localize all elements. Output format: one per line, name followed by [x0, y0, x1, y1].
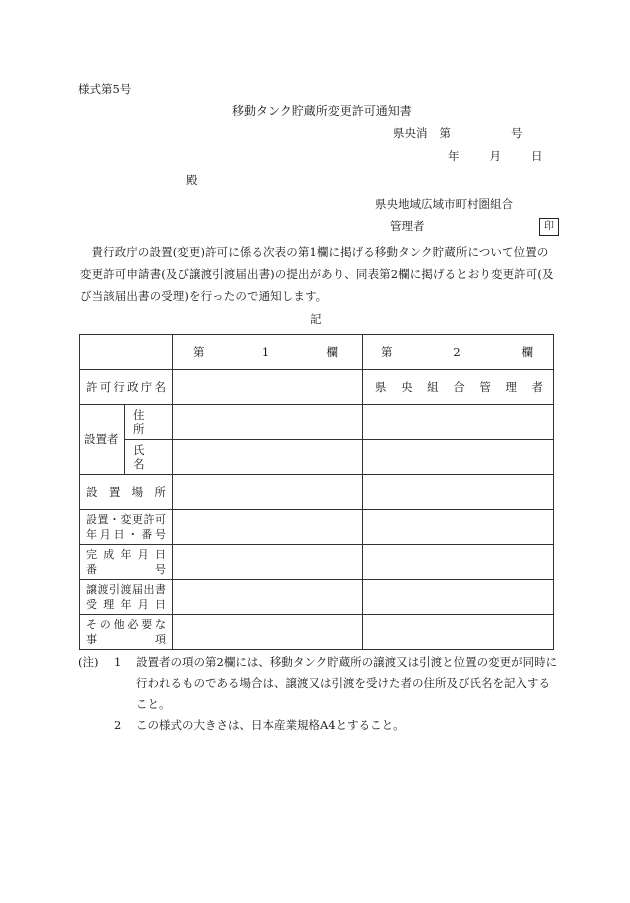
- table-row: [80, 370, 554, 405]
- header-blank-cell: [80, 335, 173, 370]
- other-col1: [173, 615, 363, 650]
- date-month: 月: [489, 149, 501, 163]
- file-number: [393, 126, 523, 140]
- file-number-dai: 第: [439, 126, 451, 140]
- form-number: 様式第5号: [78, 82, 132, 96]
- seal-mark: 印: [539, 218, 559, 236]
- table-row: [80, 440, 554, 475]
- completion-col1: [173, 545, 363, 580]
- note-text: この様式の大きさは、日本産業規格A4とすること。: [136, 718, 405, 732]
- row-label-name: 氏 名: [125, 440, 173, 475]
- table-row: [80, 510, 554, 545]
- permit-col2: [363, 510, 554, 545]
- permit-col1: [173, 510, 363, 545]
- note-item: [78, 715, 558, 736]
- table-row: [80, 580, 554, 615]
- row-label-authority: 許可行政庁名: [80, 370, 173, 405]
- file-number-go: 号: [511, 126, 523, 140]
- row-label-location: 設置場所: [80, 475, 173, 510]
- date-day: 日: [531, 149, 543, 163]
- file-number-prefix: 県央消: [393, 126, 428, 140]
- header-col1: 第 1 欄: [173, 335, 363, 370]
- issue-date: [448, 149, 543, 163]
- notice-body: 貴行政庁の設置(変更)許可に係る次表の第1欄に掲げる移動タンク貯蔵所について位置の変更許可申請書(及び譲渡引渡届出書)の提出があり、同表第2欄に掲げるとおり変更許可(及び当該届出書の受理)を行ったので通知します。: [80, 245, 554, 303]
- authority-col1: [173, 370, 363, 405]
- issuer-organization: 県央地域広域市町村圏組合: [375, 197, 513, 211]
- permit-table: [79, 334, 554, 650]
- note-text: 設置者の項の第2欄には、移動タンク貯蔵所の譲渡又は引渡と位置の変更が同時に行われるものである場合は、譲渡又は引渡を受けた者の住所及び氏名を記入すること。: [136, 655, 558, 711]
- transfer-col2: [363, 580, 554, 615]
- name-col1: [173, 440, 363, 475]
- row-label-transfer: 譲渡引渡届出書 受理年月日: [80, 580, 173, 615]
- name-col2: [363, 440, 554, 475]
- header-col2: 第 2 欄: [363, 335, 554, 370]
- table-row: [80, 545, 554, 580]
- row-label-installer: 設置者: [80, 405, 125, 475]
- note-item: [78, 652, 558, 715]
- note-number: 1: [114, 655, 122, 669]
- completion-col2: [363, 545, 554, 580]
- row-label-permit: 設置・変更許可 年月日・番号: [80, 510, 173, 545]
- issuer-title: 管理者: [390, 219, 425, 233]
- row-label-other: その他必要な 事 項: [80, 615, 173, 650]
- table-row: [80, 615, 554, 650]
- row-label-address: 住 所: [125, 405, 173, 440]
- ki-heading: 記: [310, 312, 322, 326]
- notes-label: (注): [78, 655, 99, 669]
- issuer-title-line: [390, 219, 560, 233]
- location-col2: [363, 475, 554, 510]
- location-col1: [173, 475, 363, 510]
- address-col2: [363, 405, 554, 440]
- other-col2: [363, 615, 554, 650]
- authority-col2: 県央組合管理者: [363, 370, 554, 405]
- date-year: 年: [448, 149, 460, 163]
- row-label-completion: 完成年月日 番 号: [80, 545, 173, 580]
- transfer-col1: [173, 580, 363, 615]
- address-col1: [173, 405, 363, 440]
- document-title: 移動タンク貯蔵所変更許可通知書: [232, 104, 412, 118]
- note-number: 2: [114, 718, 122, 732]
- notes-section: [78, 652, 558, 736]
- addressee-suffix: 殿: [186, 173, 198, 187]
- table-row: [80, 405, 554, 440]
- table-row: [80, 475, 554, 510]
- table-header-row: [80, 335, 554, 370]
